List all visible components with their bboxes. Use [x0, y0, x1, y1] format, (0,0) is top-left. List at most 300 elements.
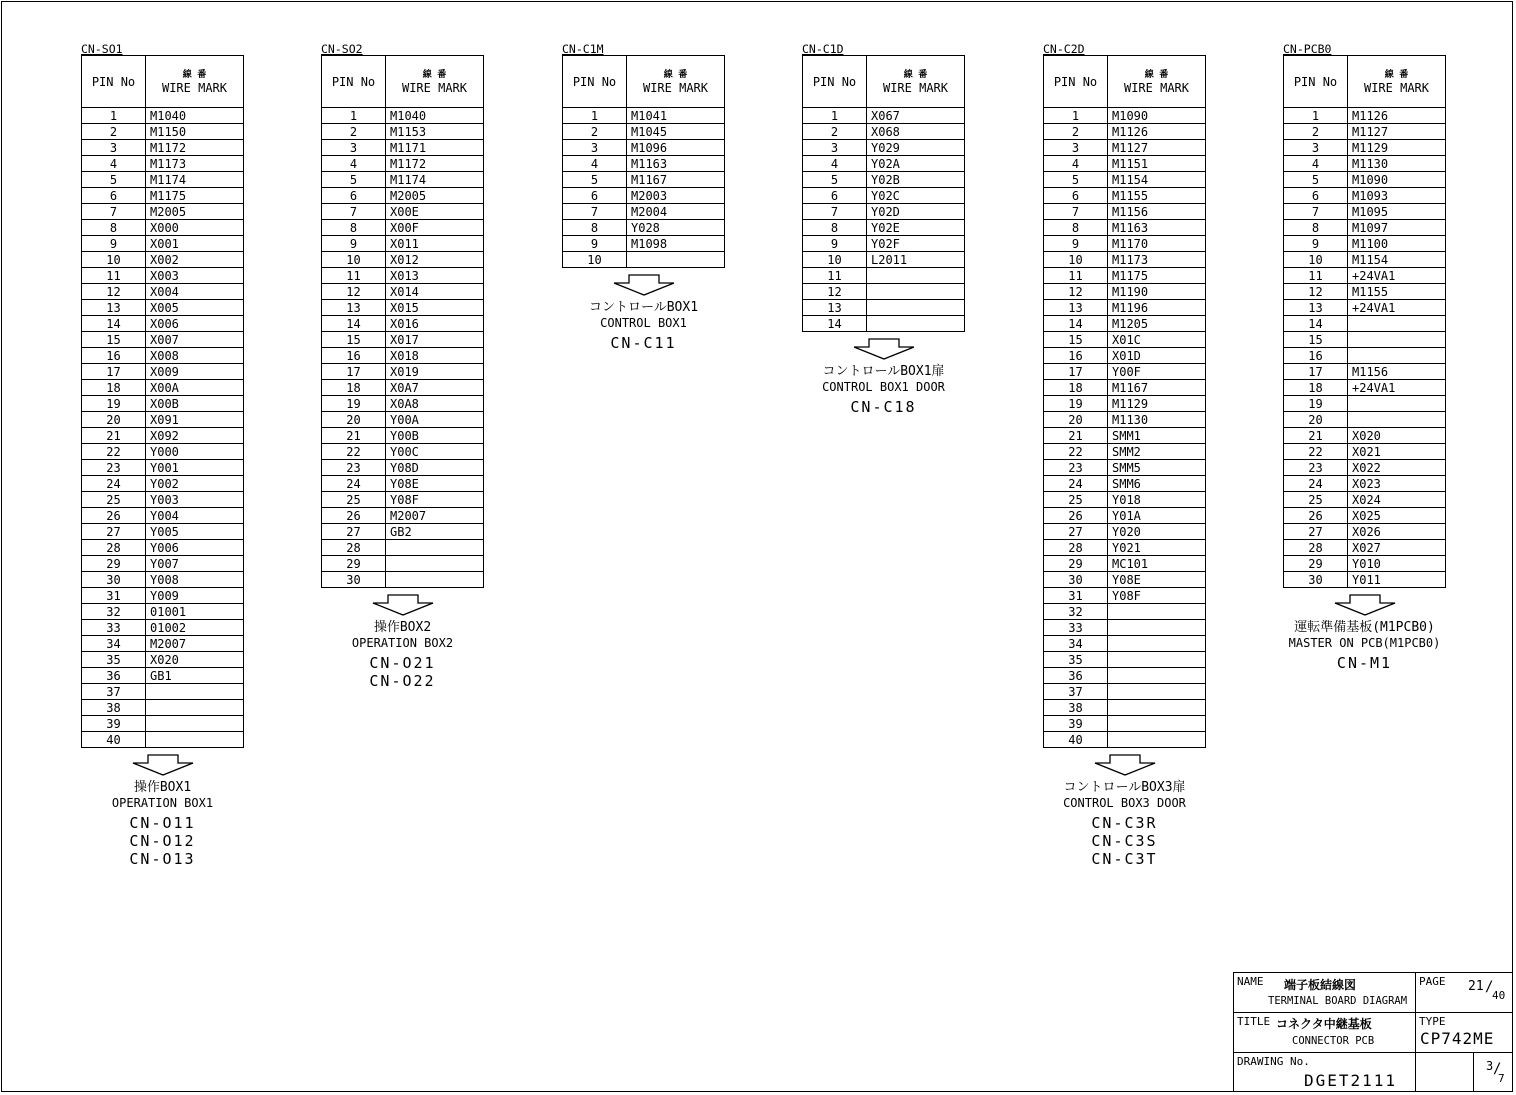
wire-mark	[386, 572, 484, 588]
pin-number: 17	[82, 364, 146, 380]
table-row	[803, 252, 965, 268]
table-row	[82, 220, 244, 236]
down-arrow-icon	[613, 274, 675, 296]
table-row	[1044, 220, 1206, 236]
table-row	[1284, 428, 1446, 444]
pin-number: 10	[82, 252, 146, 268]
destination-en: OPERATION BOX1	[111, 796, 214, 810]
pin-number: 13	[82, 300, 146, 316]
destination-en: CONTROL BOX3 DOOR	[1063, 796, 1186, 810]
table-row	[322, 124, 484, 140]
table-row	[322, 508, 484, 524]
pin-number: 26	[1044, 508, 1108, 524]
destination-code: CN-O22	[369, 672, 436, 690]
pin-number: 6	[322, 188, 386, 204]
pin-number: 4	[1044, 156, 1108, 172]
table-row	[322, 364, 484, 380]
wire-mark: X007	[146, 332, 244, 348]
pin-number: 25	[1044, 492, 1108, 508]
wire-mark: Y002	[146, 476, 244, 492]
name-jp: 端子板結線図	[1284, 978, 1357, 992]
pin-number: 9	[322, 236, 386, 252]
wire-mark	[627, 252, 725, 268]
pin-number: 2	[1284, 124, 1348, 140]
pin-table	[321, 55, 484, 588]
pin-number: 37	[82, 684, 146, 700]
pin-number: 1	[563, 108, 627, 124]
wire-mark: X00F	[386, 220, 484, 236]
wire-mark	[1108, 716, 1206, 732]
pin-number: 20	[1044, 412, 1108, 428]
wire-mark: X001	[146, 236, 244, 252]
wire-mark: X00A	[146, 380, 244, 396]
pin-number: 5	[1044, 172, 1108, 188]
pin-number: 7	[803, 204, 867, 220]
table-row	[563, 188, 725, 204]
pin-number: 23	[1284, 460, 1348, 476]
type-cell	[1416, 1013, 1512, 1053]
pin-number: 29	[82, 556, 146, 572]
destination-en: CONTROL BOX1 DOOR	[822, 380, 945, 394]
wire-mark-header	[386, 56, 484, 108]
destination-code: CN-O11	[129, 814, 196, 832]
table-row	[82, 236, 244, 252]
pin-number: 12	[1284, 284, 1348, 300]
pin-number: 9	[1284, 236, 1348, 252]
table-row	[563, 172, 725, 188]
pin-number: 4	[563, 156, 627, 172]
pin-number: 2	[563, 124, 627, 140]
pin-header: PIN No	[1044, 56, 1108, 108]
table-row	[1284, 396, 1446, 412]
wire-mark: M1163	[1108, 220, 1206, 236]
pin-number: 27	[322, 524, 386, 540]
wire-mark: SMM6	[1108, 476, 1206, 492]
pin-number: 11	[803, 268, 867, 284]
wire-mark: Y018	[1108, 492, 1206, 508]
table-row	[82, 396, 244, 412]
table-row	[1284, 284, 1446, 300]
pin-number: 12	[1044, 284, 1108, 300]
pin-header: PIN No	[82, 56, 146, 108]
pin-number: 16	[82, 348, 146, 364]
table-row	[1284, 556, 1446, 572]
wire-mark: Y02D	[867, 204, 965, 220]
pin-number: 3	[322, 140, 386, 156]
wire-mark-header	[146, 56, 244, 108]
wire-mark: X026	[1348, 524, 1446, 540]
table-row	[322, 492, 484, 508]
table-row	[1044, 172, 1206, 188]
wire-mark: M1126	[1348, 108, 1446, 124]
pin-table	[1283, 55, 1446, 588]
wire-header-jp: 線 番	[1144, 69, 1169, 80]
pin-number: 26	[1284, 508, 1348, 524]
table-row	[1284, 412, 1446, 428]
pin-number: 32	[82, 604, 146, 620]
wire-mark: X008	[146, 348, 244, 364]
wire-mark: X019	[386, 364, 484, 380]
wire-mark	[146, 700, 244, 716]
pin-number: 1	[1044, 108, 1108, 124]
pin-number: 27	[1044, 524, 1108, 540]
table-row	[803, 220, 965, 236]
wire-header-jp: 線 番	[1384, 69, 1409, 80]
table-row	[322, 348, 484, 364]
table-row	[803, 156, 965, 172]
pin-number: 19	[1284, 396, 1348, 412]
blank-cell	[1416, 1053, 1474, 1091]
pin-table-header	[563, 56, 725, 108]
wire-mark: X016	[386, 316, 484, 332]
pin-number: 13	[1284, 300, 1348, 316]
type-label: TYPE	[1419, 1015, 1446, 1028]
table-row	[82, 604, 244, 620]
pin-number: 5	[1284, 172, 1348, 188]
pin-number: 4	[803, 156, 867, 172]
pin-number: 8	[1044, 220, 1108, 236]
wire-mark: M2005	[386, 188, 484, 204]
table-row	[82, 124, 244, 140]
pin-table-header	[1044, 56, 1206, 108]
wire-mark: X020	[1348, 428, 1446, 444]
pin-number: 4	[322, 156, 386, 172]
wire-mark: M1156	[1108, 204, 1206, 220]
table-row	[803, 236, 965, 252]
wire-mark: M1171	[386, 140, 484, 156]
pin-number: 26	[322, 508, 386, 524]
wire-mark: M1126	[1108, 124, 1206, 140]
wire-mark: +24VA1	[1348, 300, 1446, 316]
pin-number: 18	[1044, 380, 1108, 396]
wire-mark: Y02F	[867, 236, 965, 252]
wire-mark: Y028	[627, 220, 725, 236]
wire-mark: X092	[146, 428, 244, 444]
wire-header-en: WIRE MARK	[882, 80, 949, 95]
type-value: CP742ME	[1420, 1029, 1495, 1048]
wire-mark: M1173	[1108, 252, 1206, 268]
table-row	[563, 236, 725, 252]
pin-number: 8	[563, 220, 627, 236]
table-row	[1044, 380, 1206, 396]
pin-number: 9	[803, 236, 867, 252]
wire-mark: +24VA1	[1348, 268, 1446, 284]
pin-number: 35	[1044, 652, 1108, 668]
pin-number: 39	[1044, 716, 1108, 732]
pin-number: 12	[322, 284, 386, 300]
wire-mark: X017	[386, 332, 484, 348]
pin-number: 13	[803, 300, 867, 316]
table-row	[1044, 460, 1206, 476]
table-row	[1284, 572, 1446, 588]
name-cell	[1234, 973, 1416, 1013]
pin-table	[562, 55, 725, 268]
page-cell	[1416, 973, 1512, 1013]
pin-number: 9	[1044, 236, 1108, 252]
table-row	[1044, 588, 1206, 604]
wire-mark: X011	[386, 236, 484, 252]
pin-number: 2	[1044, 124, 1108, 140]
table-row	[82, 684, 244, 700]
wire-mark: M1172	[146, 140, 244, 156]
table-row	[322, 188, 484, 204]
table-row	[82, 556, 244, 572]
table-row	[82, 428, 244, 444]
wire-mark	[1108, 732, 1206, 748]
pin-number: 24	[322, 476, 386, 492]
table-row	[803, 268, 965, 284]
pin-number: 14	[1044, 316, 1108, 332]
pin-header: PIN No	[803, 56, 867, 108]
table-row	[1044, 188, 1206, 204]
pin-number: 28	[322, 540, 386, 556]
pin-table	[1043, 55, 1206, 748]
pin-number: 29	[322, 556, 386, 572]
table-row	[322, 428, 484, 444]
table-row	[1284, 156, 1446, 172]
table-row	[82, 364, 244, 380]
wire-mark-header	[627, 56, 725, 108]
pin-table	[81, 55, 244, 748]
pin-number: 6	[1044, 188, 1108, 204]
pin-number: 34	[1044, 636, 1108, 652]
table-row	[1044, 364, 1206, 380]
pin-table-header	[803, 56, 965, 108]
table-row	[82, 284, 244, 300]
pin-number: 19	[322, 396, 386, 412]
pin-number: 12	[803, 284, 867, 300]
destination-code: CN-O21	[369, 654, 436, 672]
wire-header-jp: 線 番	[903, 69, 928, 80]
connector-2	[562, 43, 725, 351]
destination-code: CN-M1	[1336, 654, 1393, 672]
wire-mark: GB2	[386, 524, 484, 540]
wire-header-jp: 線 番	[182, 69, 207, 80]
pin-number: 30	[1284, 572, 1348, 588]
page-total: 40	[1492, 989, 1506, 1002]
table-row	[322, 140, 484, 156]
wire-mark: Y08E	[386, 476, 484, 492]
table-row	[1044, 572, 1206, 588]
pin-number: 20	[1284, 412, 1348, 428]
pin-number: 22	[1044, 444, 1108, 460]
wire-mark: M1155	[1108, 188, 1206, 204]
wire-mark	[146, 684, 244, 700]
wire-mark: 01002	[146, 620, 244, 636]
pin-number: 16	[1044, 348, 1108, 364]
table-row	[1284, 316, 1446, 332]
name-en: TERMINAL BOARD DIAGRAM	[1268, 995, 1408, 1007]
pin-number: 9	[82, 236, 146, 252]
pin-number: 14	[1284, 316, 1348, 332]
wire-mark: M1095	[1348, 204, 1446, 220]
pin-number: 25	[322, 492, 386, 508]
wire-header-jp: 線 番	[663, 69, 688, 80]
pin-number: 24	[1044, 476, 1108, 492]
table-row	[1044, 540, 1206, 556]
connector-name: CN-PCB0	[1283, 42, 1332, 56]
pin-number: 10	[322, 252, 386, 268]
table-row	[82, 572, 244, 588]
pin-number: 38	[1044, 700, 1108, 716]
table-row	[1044, 268, 1206, 284]
wire-mark	[146, 732, 244, 748]
table-row	[82, 652, 244, 668]
pin-number: 27	[82, 524, 146, 540]
wire-header-jp: 線 番	[422, 69, 447, 80]
wire-mark	[1348, 316, 1446, 332]
wire-mark: X022	[1348, 460, 1446, 476]
wire-mark	[386, 540, 484, 556]
pin-number: 7	[82, 204, 146, 220]
pin-number: 40	[82, 732, 146, 748]
table-row	[322, 476, 484, 492]
table-row	[803, 188, 965, 204]
wire-mark: Y08E	[1108, 572, 1206, 588]
wire-mark	[1348, 332, 1446, 348]
wire-mark: Y009	[146, 588, 244, 604]
table-row	[1044, 652, 1206, 668]
sheet-number: 3	[1486, 1059, 1494, 1073]
pin-number: 40	[1044, 732, 1108, 748]
pin-number: 36	[82, 668, 146, 684]
pin-number: 10	[563, 252, 627, 268]
table-row	[563, 204, 725, 220]
wire-mark: X012	[386, 252, 484, 268]
wire-mark: M1090	[1108, 108, 1206, 124]
pin-number: 28	[82, 540, 146, 556]
wire-mark: M1127	[1348, 124, 1446, 140]
destination	[1043, 754, 1206, 867]
wire-mark: MC101	[1108, 556, 1206, 572]
wire-mark: X091	[146, 412, 244, 428]
table-row	[322, 460, 484, 476]
wire-mark: M1129	[1108, 396, 1206, 412]
page-slash: /	[1485, 979, 1494, 995]
table-row	[1284, 476, 1446, 492]
pin-number: 26	[82, 508, 146, 524]
wire-mark: M1098	[627, 236, 725, 252]
wire-header-en: WIRE MARK	[401, 80, 468, 95]
destination	[321, 594, 484, 689]
pin-number: 25	[1284, 492, 1348, 508]
down-arrow-icon	[1094, 754, 1156, 776]
table-row	[1044, 124, 1206, 140]
title-label: TITLE	[1237, 1015, 1271, 1028]
table-row	[1284, 492, 1446, 508]
wire-mark: Y010	[1348, 556, 1446, 572]
table-row	[1044, 700, 1206, 716]
pin-number: 11	[1044, 268, 1108, 284]
pin-number: 33	[82, 620, 146, 636]
down-arrow-icon	[853, 338, 915, 360]
table-row	[82, 700, 244, 716]
table-row	[1044, 668, 1206, 684]
pin-number: 11	[82, 268, 146, 284]
table-row	[1044, 204, 1206, 220]
table-row	[82, 412, 244, 428]
pin-number: 16	[1284, 348, 1348, 364]
table-row	[1284, 172, 1446, 188]
pin-number: 28	[1284, 540, 1348, 556]
wire-mark: SMM1	[1108, 428, 1206, 444]
wire-mark: M1090	[1348, 172, 1446, 188]
wire-mark: Y02C	[867, 188, 965, 204]
table-row	[82, 140, 244, 156]
wire-mark: Y01A	[1108, 508, 1206, 524]
pin-number: 12	[82, 284, 146, 300]
wire-mark: M1205	[1108, 316, 1206, 332]
table-row	[322, 156, 484, 172]
wire-mark: X005	[146, 300, 244, 316]
page-label: PAGE	[1419, 975, 1446, 988]
pin-number: 17	[322, 364, 386, 380]
wire-mark	[386, 556, 484, 572]
table-row	[322, 300, 484, 316]
pin-number: 32	[1044, 604, 1108, 620]
wire-mark-header	[867, 56, 965, 108]
table-row	[803, 124, 965, 140]
pin-number: 5	[82, 172, 146, 188]
wire-mark: Y007	[146, 556, 244, 572]
wire-mark	[146, 716, 244, 732]
table-row	[1284, 300, 1446, 316]
wire-mark: M2004	[627, 204, 725, 220]
pin-number: 13	[322, 300, 386, 316]
pin-number: 37	[1044, 684, 1108, 700]
destination	[1283, 594, 1446, 671]
pin-number: 14	[322, 316, 386, 332]
table-row	[1044, 444, 1206, 460]
wire-mark: X021	[1348, 444, 1446, 460]
pin-number: 10	[1284, 252, 1348, 268]
destination	[562, 274, 725, 351]
table-row	[322, 220, 484, 236]
pin-number: 7	[563, 204, 627, 220]
table-row	[1284, 540, 1446, 556]
destination-code: CN-C3S	[1091, 832, 1158, 850]
pin-header: PIN No	[322, 56, 386, 108]
destination-codes	[562, 335, 725, 351]
drawing-number: DGET2111	[1304, 1071, 1398, 1090]
pin-table-header	[82, 56, 244, 108]
pin-number: 5	[803, 172, 867, 188]
table-row	[82, 716, 244, 732]
wire-mark: X068	[867, 124, 965, 140]
pin-number: 18	[82, 380, 146, 396]
destination-code: CN-C18	[850, 398, 917, 416]
wire-header-en: WIRE MARK	[1123, 80, 1190, 95]
connector-3	[802, 43, 965, 415]
table-row	[803, 300, 965, 316]
pin-number: 3	[1284, 140, 1348, 156]
table-row	[1044, 636, 1206, 652]
wire-mark: X004	[146, 284, 244, 300]
destination-en: CONTROL BOX1	[600, 316, 687, 330]
table-row	[1284, 524, 1446, 540]
wire-mark	[1108, 684, 1206, 700]
wire-mark: X024	[1348, 492, 1446, 508]
pin-number: 22	[322, 444, 386, 460]
connector-name: CN-C1M	[562, 42, 604, 56]
wire-mark: X00B	[146, 396, 244, 412]
wire-mark: Y003	[146, 492, 244, 508]
wire-mark-header	[1108, 56, 1206, 108]
wire-mark: M1154	[1348, 252, 1446, 268]
pin-number: 3	[1044, 140, 1108, 156]
table-row	[322, 268, 484, 284]
connector-1	[321, 43, 484, 689]
